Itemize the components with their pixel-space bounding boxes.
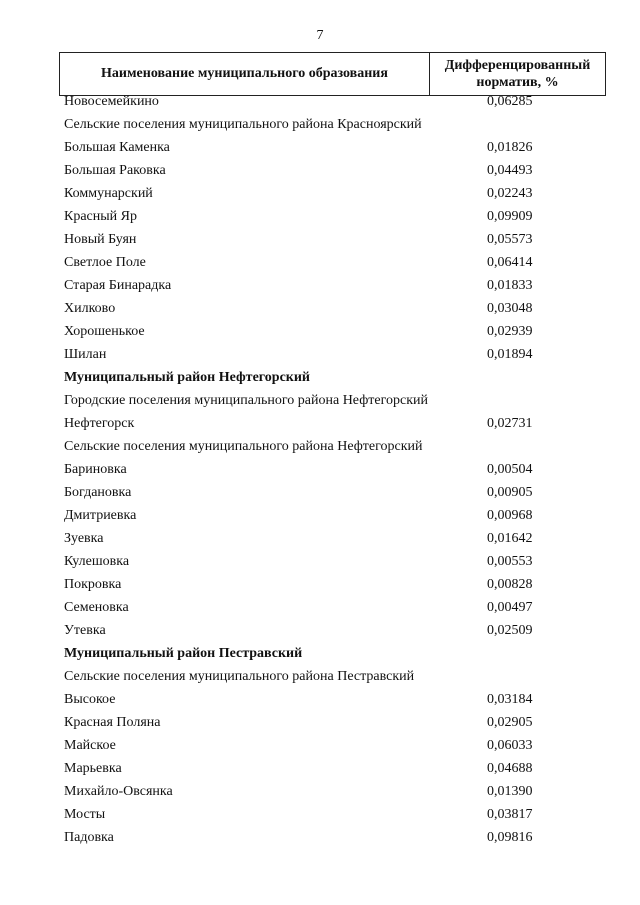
row-name: Красная Поляна <box>64 715 161 730</box>
row-value: 0,05573 <box>487 232 533 247</box>
row-value: 0,01826 <box>487 140 533 155</box>
row-name: Городские поселения муниципального района Нефтегорский <box>64 393 428 408</box>
row-value: 0,09816 <box>487 830 533 845</box>
row-name: Михайло-Овсянка <box>64 784 173 799</box>
row-name: Светлое Поле <box>64 255 146 270</box>
table-row <box>0 253 640 276</box>
row-name: Шилан <box>64 347 107 362</box>
row-name: Новосемейкино <box>64 94 159 109</box>
row-value: 0,00905 <box>487 485 533 500</box>
table-row <box>0 759 640 782</box>
table-row <box>0 828 640 851</box>
row-name: Красный Яр <box>64 209 137 224</box>
table-body <box>0 92 640 851</box>
row-name: Высокое <box>64 692 116 707</box>
row-name: Муниципальный район Пестравский <box>64 646 303 661</box>
table-row <box>0 529 640 552</box>
row-value: 0,01642 <box>487 531 533 546</box>
row-value: 0,09909 <box>487 209 533 224</box>
row-name: Майское <box>64 738 116 753</box>
group-heading-row <box>0 437 640 460</box>
table-row <box>0 552 640 575</box>
row-name: Коммунарский <box>64 186 153 201</box>
row-name: Большая Раковка <box>64 163 166 178</box>
group-heading-row <box>0 391 640 414</box>
district-heading-row <box>0 368 640 391</box>
row-name: Сельские поселения муниципального района Нефтегорский <box>64 439 423 454</box>
table-row <box>0 713 640 736</box>
row-name: Бариновка <box>64 462 127 477</box>
row-name: Нефтегорск <box>64 416 135 431</box>
table-row <box>0 575 640 598</box>
page-number: 7 <box>316 28 324 43</box>
row-value: 0,00828 <box>487 577 533 592</box>
table-row <box>0 276 640 299</box>
row-value: 0,04493 <box>487 163 533 178</box>
row-value: 0,04688 <box>487 761 533 776</box>
table-row <box>0 207 640 230</box>
table-row <box>0 598 640 621</box>
row-value: 0,02509 <box>487 623 533 638</box>
row-value: 0,03817 <box>487 807 533 822</box>
row-name: Муниципальный район Нефтегорский <box>64 370 310 385</box>
row-value: 0,00553 <box>487 554 533 569</box>
table-row <box>0 736 640 759</box>
table-row <box>0 322 640 345</box>
table-row <box>0 92 640 115</box>
row-name: Кулешовка <box>64 554 130 569</box>
row-name: Хорошенькое <box>64 324 145 339</box>
row-name: Утевка <box>64 623 106 638</box>
row-name: Покровка <box>64 577 122 592</box>
table-header <box>59 52 606 96</box>
header-norm-cell <box>430 53 605 95</box>
header-name-cell: Наименование муниципального образования <box>60 53 430 95</box>
row-name: Старая Бинарадка <box>64 278 172 293</box>
table-row <box>0 230 640 253</box>
row-value: 0,00504 <box>487 462 533 477</box>
row-value: 0,02905 <box>487 715 533 730</box>
row-value: 0,03184 <box>487 692 533 707</box>
table-row <box>0 184 640 207</box>
group-heading-row <box>0 115 640 138</box>
row-name: Богдановка <box>64 485 132 500</box>
table-row <box>0 782 640 805</box>
row-name: Мосты <box>64 807 106 822</box>
row-value: 0,06033 <box>487 738 533 753</box>
row-value: 0,00968 <box>487 508 533 523</box>
table-row <box>0 483 640 506</box>
table-row <box>0 161 640 184</box>
row-name: Марьевка <box>64 761 122 776</box>
row-value: 0,06285 <box>487 94 533 109</box>
row-name: Семеновка <box>64 600 129 615</box>
row-value: 0,00497 <box>487 600 533 615</box>
row-value: 0,02731 <box>487 416 533 431</box>
row-name: Сельские поселения муниципального района Красноярский <box>64 117 422 132</box>
table-row <box>0 460 640 483</box>
table-row <box>0 506 640 529</box>
row-value: 0,06414 <box>487 255 533 270</box>
table-row <box>0 621 640 644</box>
row-name: Дмитриевка <box>64 508 137 523</box>
row-name: Новый Буян <box>64 232 137 247</box>
row-value: 0,02243 <box>487 186 533 201</box>
row-name: Зуевка <box>64 531 104 546</box>
table-row <box>0 414 640 437</box>
table-row <box>0 138 640 161</box>
table-row <box>0 805 640 828</box>
header-norm-line-1: Дифференцированный <box>444 58 591 73</box>
row-name: Сельские поселения муниципального района Пестравский <box>64 669 415 684</box>
row-value: 0,01894 <box>487 347 533 362</box>
row-value: 0,03048 <box>487 301 533 316</box>
row-value: 0,01833 <box>487 278 533 293</box>
row-name: Большая Каменка <box>64 140 170 155</box>
row-name: Падовка <box>64 830 114 845</box>
table-row <box>0 690 640 713</box>
row-value: 0,02939 <box>487 324 533 339</box>
row-name: Хилково <box>64 301 116 316</box>
header-norm-line-2: норматив, % <box>476 75 559 90</box>
table-row <box>0 299 640 322</box>
row-value: 0,01390 <box>487 784 533 799</box>
district-heading-row <box>0 644 640 667</box>
table-row <box>0 345 640 368</box>
group-heading-row <box>0 667 640 690</box>
